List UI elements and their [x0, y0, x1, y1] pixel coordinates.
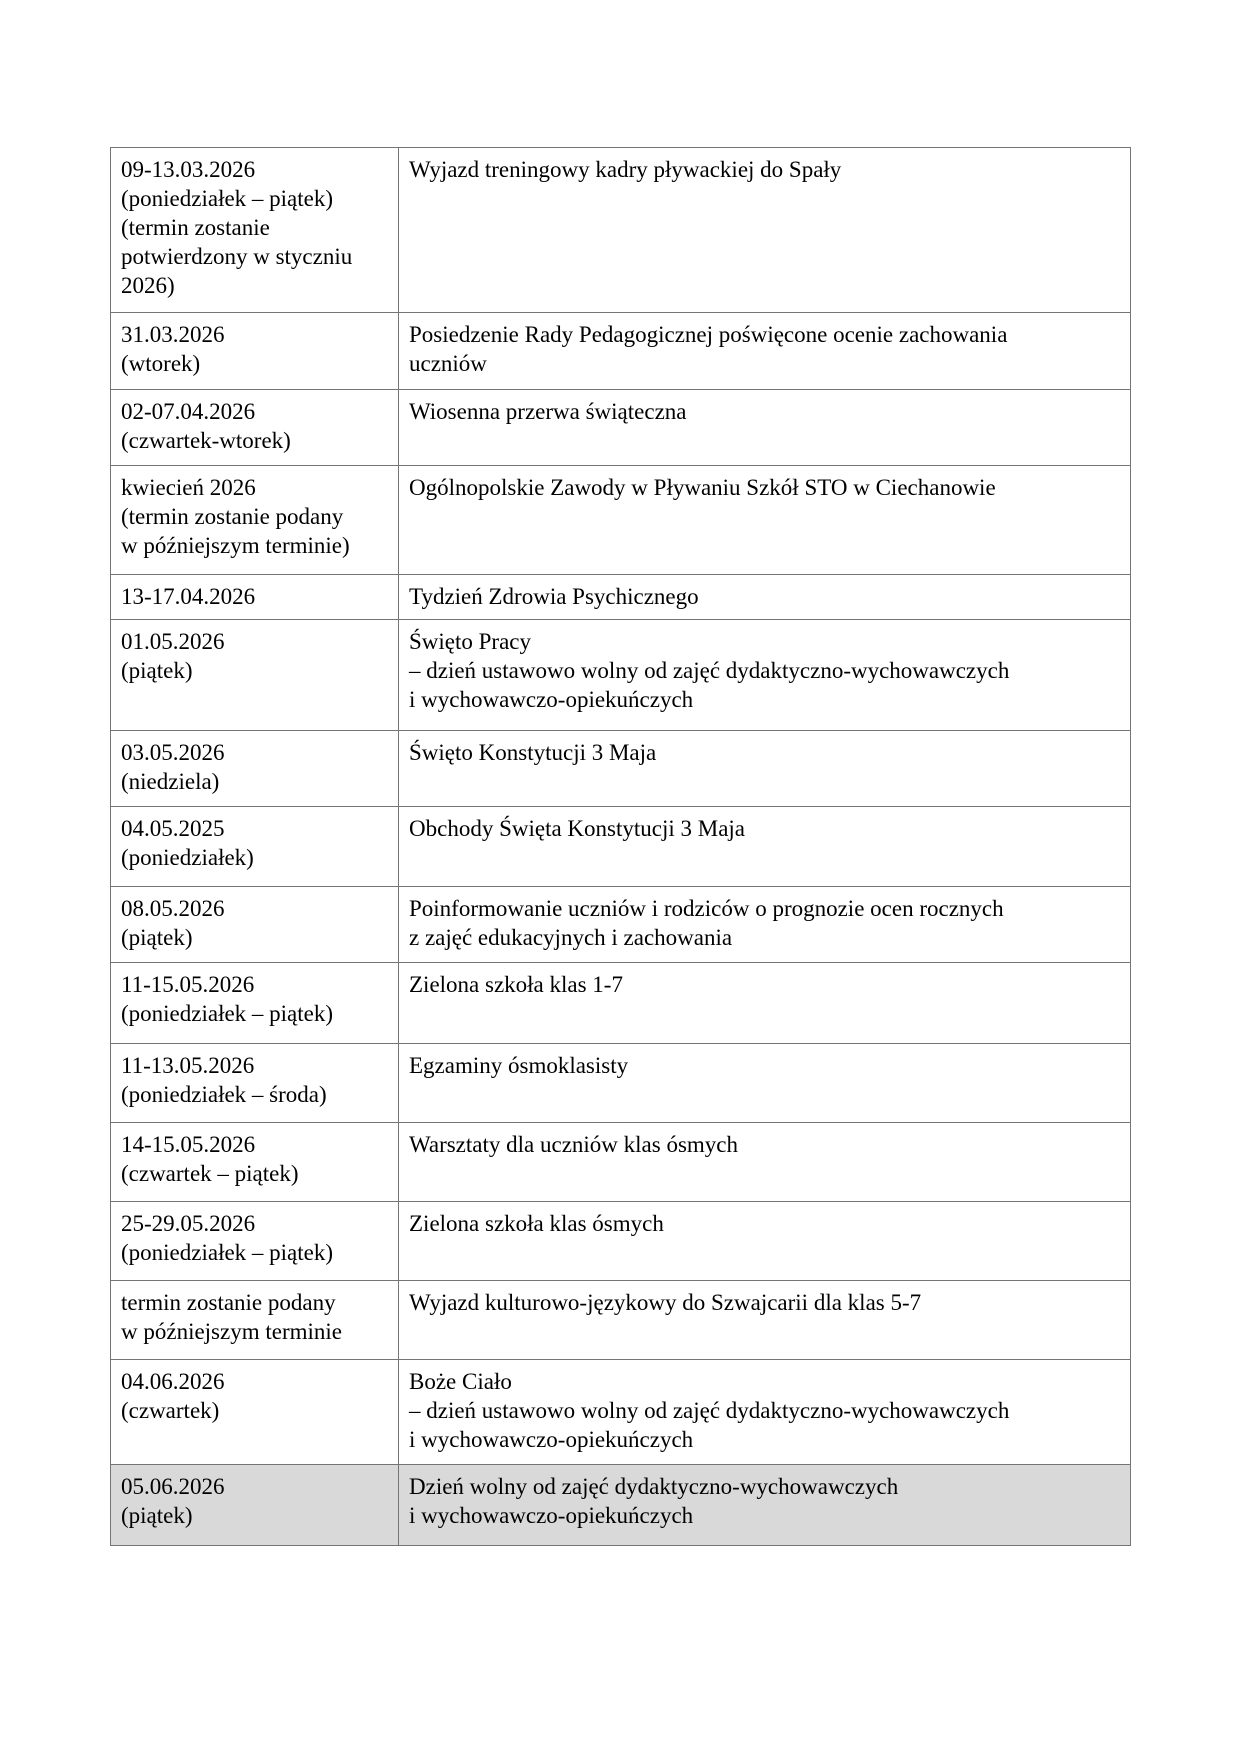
term-cell [111, 731, 399, 806]
event-line: – dzień ustawowo wolny od zajęć dydaktyczno-wychowawczych [409, 1398, 1010, 1423]
table-row [111, 1280, 1130, 1359]
event-line: – dzień ustawowo wolny od zajęć dydaktyczno-wychowawczych [409, 658, 1010, 683]
term-line: (wtorek) [121, 351, 201, 376]
term-line: 04.06.2026 [121, 1369, 225, 1394]
event-line: Poinformowanie uczniów i rodziców o prognozie ocen rocznych [409, 896, 1004, 921]
table-row [111, 806, 1130, 886]
event-cell [399, 1202, 1130, 1280]
event-cell [399, 313, 1130, 389]
event-line: Wyjazd kulturowo-językowy do Szwajcarii dla klas 5-7 [409, 1290, 922, 1315]
term-line: (termin zostanie [121, 215, 270, 240]
term-cell [111, 620, 399, 730]
term-line: (czwartek-wtorek) [121, 428, 291, 453]
term-line: potwierdzony w styczniu [121, 244, 353, 269]
term-line: (poniedziałek – piątek) [121, 1240, 334, 1265]
term-line: (niedziela) [121, 769, 220, 794]
event-line: Dzień wolny od zajęć dydaktyczno-wychowawczych [409, 1474, 899, 1499]
term-line: 04.05.2025 [121, 816, 225, 841]
calendar-table [110, 147, 1131, 1546]
term-line: 11-15.05.2026 [121, 972, 255, 997]
event-line: Zielona szkoła klas ósmych [409, 1211, 664, 1236]
term-line: (poniedziałek – piątek) [121, 1001, 334, 1026]
event-line: i wychowawczo-opiekuńczych [409, 1427, 694, 1452]
event-cell [399, 1281, 1130, 1359]
term-cell [111, 313, 399, 389]
table-row [111, 619, 1130, 730]
term-cell [111, 575, 399, 619]
event-line: i wychowawczo-opiekuńczych [409, 1503, 694, 1528]
term-line: (czwartek – piątek) [121, 1161, 299, 1186]
term-cell [111, 807, 399, 886]
event-cell [399, 148, 1130, 312]
event-line: Posiedzenie Rady Pedagogicznej poświęcone ocenie zachowania [409, 322, 1008, 347]
term-line: 31.03.2026 [121, 322, 225, 347]
table-row [111, 886, 1130, 962]
term-line: 01.05.2026 [121, 629, 225, 654]
table-row [111, 389, 1130, 465]
table-row [111, 1122, 1130, 1201]
table-row [111, 1359, 1130, 1464]
event-cell [399, 390, 1130, 465]
term-line: (termin zostanie podany [121, 504, 344, 529]
term-line: (czwartek) [121, 1398, 220, 1423]
term-cell [111, 1202, 399, 1280]
table-row [111, 962, 1130, 1043]
term-line: 25-29.05.2026 [121, 1211, 256, 1236]
event-line: Warsztaty dla uczniów klas ósmych [409, 1132, 738, 1157]
term-line: (piątek) [121, 1503, 193, 1528]
event-line: Obchody Święta Konstytucji 3 Maja [409, 816, 746, 841]
event-line: Ogólnopolskie Zawody w Pływaniu Szkół STO w Ciechanowie [409, 475, 996, 500]
event-cell [399, 1044, 1130, 1122]
term-line: 03.05.2026 [121, 740, 225, 765]
term-line: 05.06.2026 [121, 1474, 225, 1499]
term-line: 2026) [121, 273, 175, 298]
term-cell [111, 1044, 399, 1122]
term-cell [111, 1281, 399, 1359]
term-cell [111, 887, 399, 962]
term-line: (piątek) [121, 658, 193, 683]
table-row [111, 1043, 1130, 1122]
term-line: kwiecień 2026 [121, 475, 256, 500]
term-line: (poniedziałek – piątek) [121, 186, 334, 211]
event-line: uczniów [409, 351, 487, 376]
term-cell [111, 1465, 399, 1545]
event-line: z zajęć edukacyjnych i zachowania [409, 925, 733, 950]
term-line: (poniedziałek – środa) [121, 1082, 327, 1107]
table-row [111, 1201, 1130, 1280]
term-line: 13-17.04.2026 [121, 584, 256, 609]
event-line: Wiosenna przerwa świąteczna [409, 399, 687, 424]
event-cell [399, 731, 1130, 806]
event-cell [399, 620, 1130, 730]
event-line: Egzaminy ósmoklasisty [409, 1053, 629, 1078]
event-line: Święto Pracy [409, 629, 532, 654]
event-line: Święto Konstytucji 3 Maja [409, 740, 657, 765]
term-cell [111, 963, 399, 1043]
term-cell [111, 1360, 399, 1464]
table-row [111, 148, 1130, 312]
term-line: w późniejszym terminie) [121, 533, 350, 558]
term-line: (poniedziałek) [121, 845, 254, 870]
term-line: w późniejszym terminie [121, 1319, 342, 1344]
event-cell [399, 466, 1130, 574]
event-cell [399, 1465, 1130, 1545]
term-cell [111, 148, 399, 312]
term-line: 09-13.03.2026 [121, 157, 256, 182]
term-line: 14-15.05.2026 [121, 1132, 256, 1157]
event-line: Wyjazd treningowy kadry pływackiej do Spały [409, 157, 842, 182]
event-line: Tydzień Zdrowia Psychicznego [409, 584, 699, 609]
term-line: 08.05.2026 [121, 896, 225, 921]
term-cell [111, 1123, 399, 1201]
table-row [111, 465, 1130, 574]
term-line: 11-13.05.2026 [121, 1053, 255, 1078]
event-line: i wychowawczo-opiekuńczych [409, 687, 694, 712]
term-cell [111, 466, 399, 574]
event-cell [399, 1360, 1130, 1464]
table-row [111, 730, 1130, 806]
term-cell [111, 390, 399, 465]
event-cell [399, 887, 1130, 962]
term-line: termin zostanie podany [121, 1290, 336, 1315]
event-line: Zielona szkoła klas 1-7 [409, 972, 623, 997]
event-line: Boże Ciało [409, 1369, 512, 1394]
term-line: 02-07.04.2026 [121, 399, 256, 424]
table-row [111, 574, 1130, 619]
term-line: (piątek) [121, 925, 193, 950]
event-cell [399, 1123, 1130, 1201]
table-row [111, 1464, 1130, 1545]
event-cell [399, 575, 1130, 619]
table-row [111, 312, 1130, 389]
event-cell [399, 807, 1130, 886]
event-cell [399, 963, 1130, 1043]
